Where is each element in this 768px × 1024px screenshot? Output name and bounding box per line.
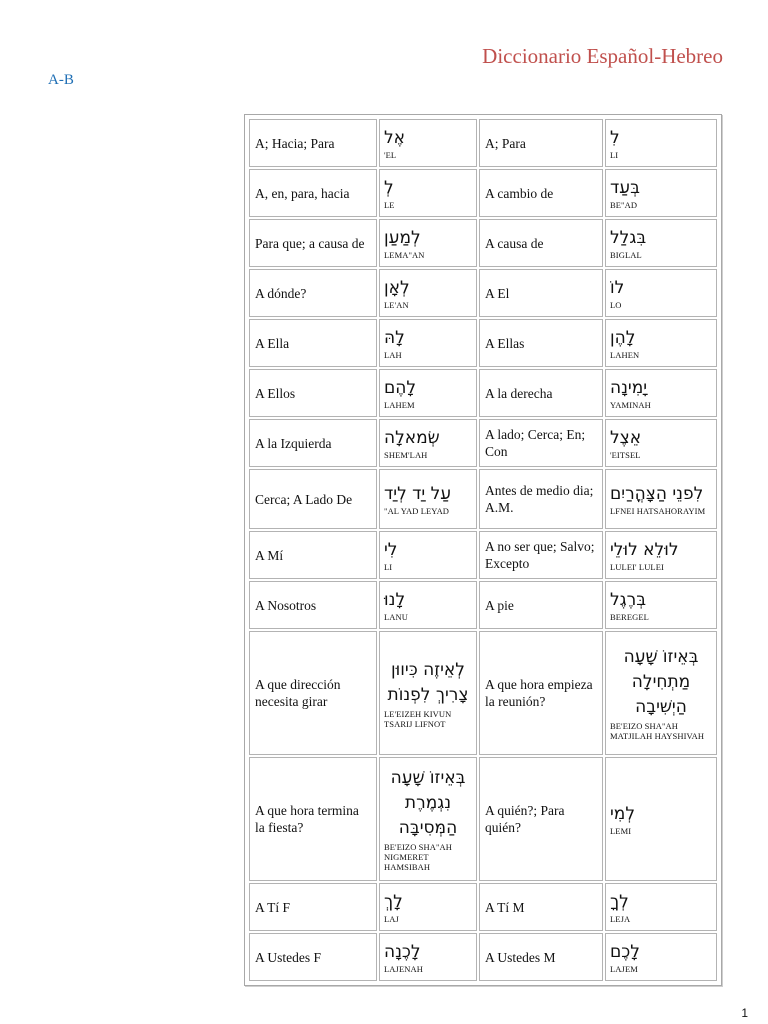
- transliteration: BE'EIZO SHA"AH NIGMERET HAMSIBAH: [384, 842, 453, 872]
- page-number: 1: [741, 1006, 748, 1020]
- spanish-term: A Ella: [249, 319, 377, 367]
- hebrew-cell: [605, 933, 717, 981]
- spanish-term: Cerca; A Lado De: [249, 469, 377, 529]
- transliteration: 'EITSEL: [610, 449, 641, 460]
- hebrew-word: לָךְ: [384, 891, 403, 912]
- table-row: [249, 933, 717, 981]
- hebrew-cell: [605, 631, 717, 755]
- transliteration: BE"AD: [610, 199, 638, 210]
- hebrew-cell: [605, 419, 717, 467]
- spanish-term: A lado; Cerca; En; Con: [479, 419, 603, 467]
- hebrew-word: בְּרֶגֶל: [610, 589, 647, 610]
- spanish-term: A; Para: [479, 119, 603, 167]
- spanish-term: A Ustedes M: [479, 933, 603, 981]
- transliteration: LAHEM: [384, 399, 415, 410]
- spanish-term: A no ser que; Salvo; Excepto: [479, 531, 603, 579]
- hebrew-word: לְמִי: [610, 803, 636, 824]
- hebrew-cell: [379, 369, 477, 417]
- dictionary-table-body: [249, 119, 717, 981]
- transliteration: LULEI' LULEI: [610, 561, 664, 572]
- transliteration: LAJ: [384, 913, 399, 924]
- spanish-term: A quién?; Para quién?: [479, 757, 603, 881]
- hebrew-cell: [605, 469, 717, 529]
- spanish-term: A dónde?: [249, 269, 377, 317]
- hebrew-cell: [379, 469, 477, 529]
- spanish-term: A Ellas: [479, 319, 603, 367]
- hebrew-word: אֶל: [384, 127, 406, 148]
- hebrew-word: לוּלֵא לוּלֵי: [610, 539, 679, 560]
- hebrew-cell: [379, 269, 477, 317]
- spanish-term: A que dirección necesita girar: [249, 631, 377, 755]
- spanish-term: A que hora termina la fiesta?: [249, 757, 377, 881]
- spanish-term: A Ellos: [249, 369, 377, 417]
- transliteration: BE'EIZO SHA"AH MATJILAH HAYSHIVAH: [610, 721, 705, 741]
- transliteration: 'EL: [384, 149, 397, 160]
- hebrew-word: יָמִינָה: [610, 377, 648, 398]
- hebrew-word: בְּאֵיזוֹ שָׁעָה נִגְמֶרֶת הַמְּסִיבָּה: [390, 768, 466, 838]
- transliteration: LANU: [384, 611, 409, 622]
- dictionary-table: [247, 117, 719, 983]
- dictionary-table-frame: [244, 114, 722, 986]
- spanish-term: A Mí: [249, 531, 377, 579]
- hebrew-word: לְאָן: [384, 277, 410, 298]
- transliteration: LE: [384, 199, 395, 210]
- hebrew-word: לָהּ: [384, 327, 405, 348]
- transliteration: LE'AN: [384, 299, 409, 310]
- hebrew-cell: [605, 119, 717, 167]
- table-row: [249, 369, 717, 417]
- hebrew-word: לִ: [610, 127, 620, 148]
- transliteration: LI: [610, 149, 619, 160]
- hebrew-word: אֵצֶל: [610, 427, 642, 448]
- hebrew-cell: [379, 883, 477, 931]
- hebrew-cell: [379, 531, 477, 579]
- transliteration: LI: [384, 561, 393, 572]
- hebrew-word: לִפנֵי הַצָּהֳרַיִם: [610, 483, 704, 504]
- hebrew-word: בְּעַד: [610, 177, 640, 198]
- spanish-term: A que hora empieza la reunión?: [479, 631, 603, 755]
- section-label: A-B: [48, 72, 74, 88]
- transliteration: LO: [610, 299, 622, 310]
- table-row: [249, 219, 717, 267]
- table-row: [249, 469, 717, 529]
- transliteration: SHEM'LAH: [384, 449, 428, 460]
- table-row: [249, 883, 717, 931]
- document-title: Diccionario Español-Hebreo: [482, 44, 723, 68]
- table-row: [249, 119, 717, 167]
- table-row: [249, 757, 717, 881]
- transliteration: LFNEI HATSAHORAYIM: [610, 505, 706, 516]
- table-row: [249, 169, 717, 217]
- spanish-term: A Tí M: [479, 883, 603, 931]
- transliteration: YAMINAH: [610, 399, 651, 410]
- table-row: [249, 531, 717, 579]
- spanish-term: A, en, para, hacia: [249, 169, 377, 217]
- hebrew-word: לָכֶם: [610, 941, 640, 962]
- hebrew-cell: [605, 531, 717, 579]
- hebrew-cell: [605, 169, 717, 217]
- transliteration: LEMI: [610, 825, 632, 836]
- hebrew-cell: [379, 119, 477, 167]
- spanish-term: A la derecha: [479, 369, 603, 417]
- hebrew-cell: [379, 631, 477, 755]
- spanish-term: A la Izquierda: [249, 419, 377, 467]
- hebrew-word: בְּאֵיזוֹ שָׁעָה מַתְחִילָה הַיְשִׁיבָה: [623, 647, 699, 717]
- hebrew-cell: [605, 581, 717, 629]
- hebrew-word: לְאֵיזֶה כִּיווּן צָרִיךְ לִפְנוֹת: [387, 659, 469, 705]
- hebrew-word: לִי: [384, 539, 398, 560]
- hebrew-word: בִּגלַל: [610, 227, 647, 248]
- transliteration: LAJEM: [610, 963, 638, 974]
- table-row: [249, 419, 717, 467]
- hebrew-cell: [605, 883, 717, 931]
- hebrew-cell: [379, 169, 477, 217]
- table-row: [249, 269, 717, 317]
- table-row: [249, 319, 717, 367]
- spanish-term: A pie: [479, 581, 603, 629]
- hebrew-word: לָכֶנָה: [384, 941, 421, 962]
- spanish-term: A El: [479, 269, 603, 317]
- hebrew-cell: [379, 319, 477, 367]
- spanish-term: Antes de medio dia; A.M.: [479, 469, 603, 529]
- hebrew-cell: [605, 757, 717, 881]
- spanish-term: A Ustedes F: [249, 933, 377, 981]
- hebrew-cell: [379, 933, 477, 981]
- spanish-term: A cambio de: [479, 169, 603, 217]
- transliteration: BIGLAL: [610, 249, 642, 260]
- hebrew-cell: [379, 757, 477, 881]
- spanish-term: A Nosotros: [249, 581, 377, 629]
- hebrew-word: לוֹ: [610, 277, 625, 298]
- transliteration: "AL YAD LEYAD: [384, 505, 450, 516]
- hebrew-word: שְׂמאלָה: [384, 427, 440, 448]
- transliteration: BEREGEL: [610, 611, 649, 622]
- hebrew-word: לְמַעַן: [384, 227, 421, 248]
- spanish-term: A causa de: [479, 219, 603, 267]
- hebrew-cell: [379, 581, 477, 629]
- hebrew-cell: [605, 219, 717, 267]
- hebrew-word: לְ: [384, 177, 394, 198]
- table-row: [249, 631, 717, 755]
- transliteration: LEJA: [610, 913, 631, 924]
- hebrew-cell: [605, 319, 717, 367]
- hebrew-word: לָנוּ: [384, 589, 406, 610]
- hebrew-cell: [379, 219, 477, 267]
- hebrew-cell: [605, 369, 717, 417]
- transliteration: LAH: [384, 349, 402, 360]
- hebrew-word: עַל יַד לְיַד: [384, 483, 452, 504]
- hebrew-word: לְךָ: [610, 891, 629, 912]
- transliteration: LAHEN: [610, 349, 640, 360]
- transliteration: LEMA"AN: [384, 249, 425, 260]
- spanish-term: A Tí F: [249, 883, 377, 931]
- hebrew-word: לָהֶן: [610, 327, 636, 348]
- hebrew-cell: [605, 269, 717, 317]
- table-row: [249, 581, 717, 629]
- spanish-term: A; Hacia; Para: [249, 119, 377, 167]
- spanish-term: Para que; a causa de: [249, 219, 377, 267]
- hebrew-word: לָהֶם: [384, 377, 417, 398]
- transliteration: LE'EIZEH KIVUN TSARIJ LIFNOT: [384, 708, 452, 729]
- transliteration: LAJENAH: [384, 963, 423, 974]
- hebrew-cell: [379, 419, 477, 467]
